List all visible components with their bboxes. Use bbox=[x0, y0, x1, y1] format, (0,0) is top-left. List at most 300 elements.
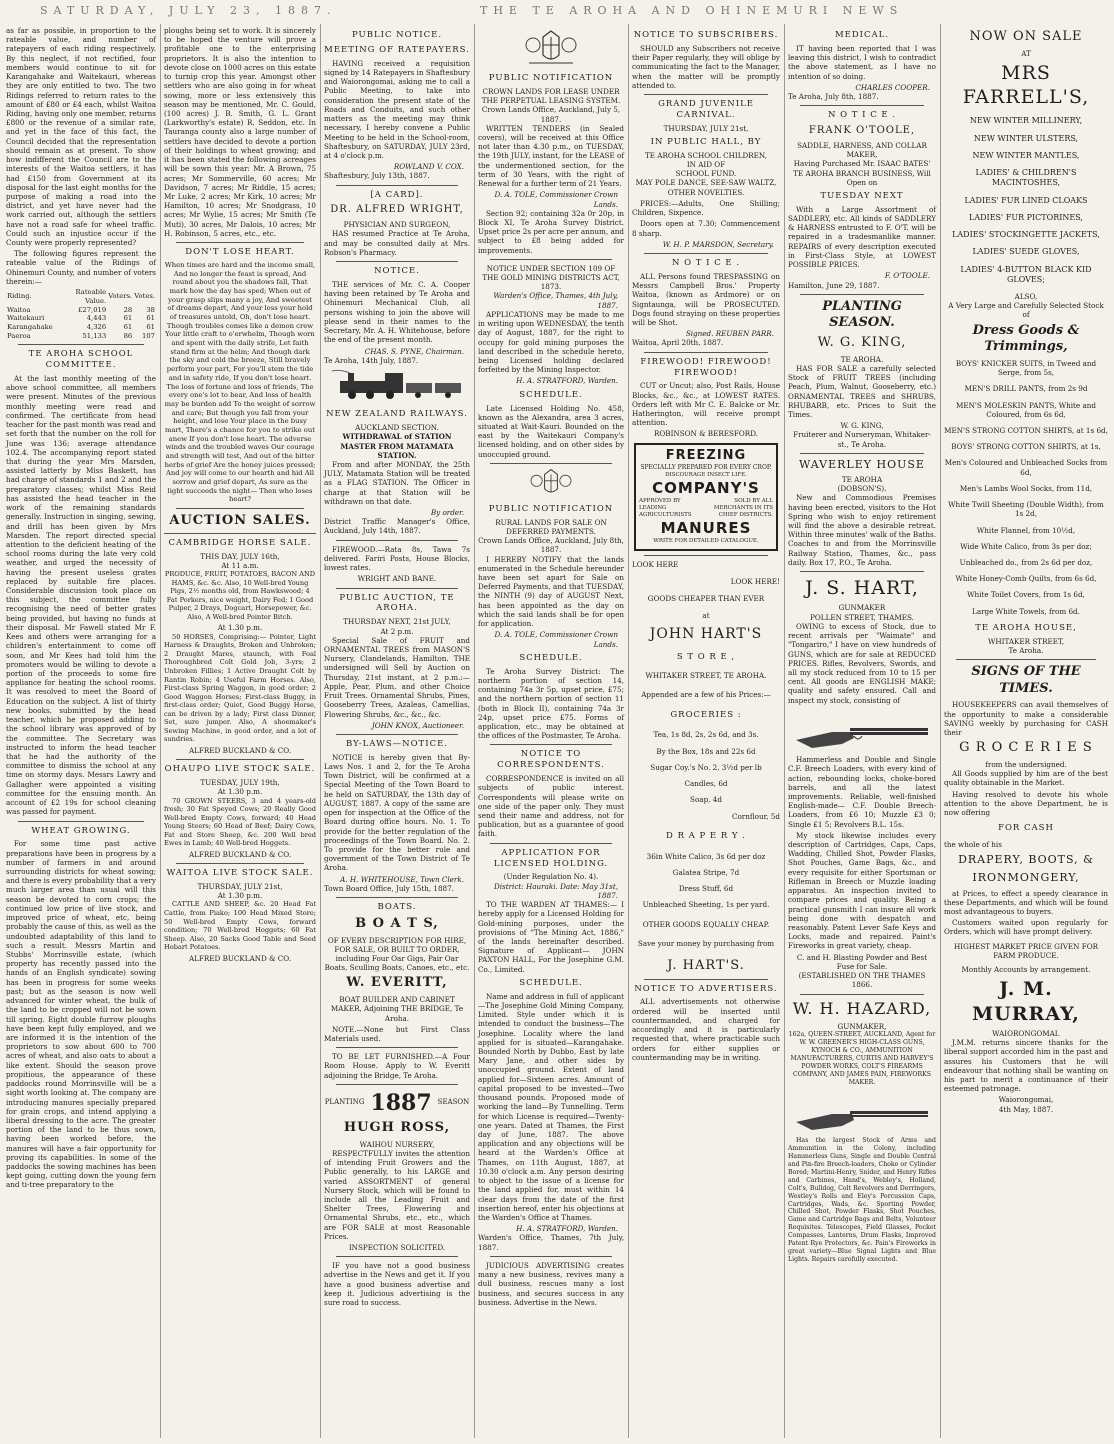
public-notification-heading: PUBLIC NOTIFICATION bbox=[488, 73, 614, 83]
school-committee-heading: TE AROHA SCHOOL COMMITTEE. bbox=[28, 349, 134, 371]
king-signature-address: Fruiterer and Nurseryman, Whitaker-st., Te Aroha. bbox=[793, 430, 931, 449]
also-label: ALSO, bbox=[1014, 292, 1038, 302]
price-item: Tea, 1s 8d, 2s, 2s 6d, and 3s. bbox=[653, 730, 759, 740]
look-here-1: LOOK HERE bbox=[632, 559, 679, 569]
house-name: TE AROHA HOUSE, bbox=[975, 622, 1077, 633]
otoole-date: Hamilton, June 29, 1887. bbox=[788, 280, 880, 290]
doctor-name: DR. ALFRED WRIGHT, bbox=[330, 204, 464, 216]
schedule-date: Warden's Office, Thames, 7th July, 1887. bbox=[478, 1233, 624, 1252]
schedule-body: Te Aroha Survey District: The northern portion of section 14, containing 74a 3r 5p, upset price, £75; and the northern portion of section 11 (both in Block II), containing 74a 3r 24p, upset price £75. Forms of application, etc., may be obtained at the offices of the Postmaster, Te Aroha. bbox=[478, 666, 624, 741]
divider bbox=[336, 897, 458, 898]
divider bbox=[336, 1047, 458, 1048]
everitt-subtitle: BOAT BUILDER AND CABINET MAKER, Adjoining THE BRIDGE, Te Aroha. bbox=[330, 995, 464, 1023]
wheat-growing-heading: WHEAT GROWING. bbox=[31, 825, 131, 836]
meeting-signature: ROWLAND V. COX. bbox=[393, 162, 464, 172]
subscribers-body: SHOULD any Subscribers not receive their Paper regularly, they will oblige by communicating the fact to the Manager, when the matter will be promptly attended to. bbox=[632, 43, 780, 90]
clothing-item: Unbleached do., from 2s 6d per doz, bbox=[959, 558, 1093, 568]
clearance-prices: at Prices, to effect a speedy clearance in these Departments, and which will be found most advantageous to buyers. bbox=[944, 888, 1108, 916]
drapery-heading: D R A P E R Y . bbox=[666, 830, 746, 841]
cheaper-heading: GOODS CHEAPER THAN EVER bbox=[647, 593, 765, 603]
at-label: AT bbox=[1021, 48, 1031, 58]
rural-lands-signature: D. A. TOLE, Commissioner Crown Lands. bbox=[494, 630, 618, 649]
carnival-doors: Doors open at 7.30; Commencement 8 sharp. bbox=[632, 219, 780, 238]
manures-advert bbox=[634, 443, 778, 551]
medical-heading: MEDICAL. bbox=[834, 30, 890, 40]
otoole-signature: F. O'TOOLE. bbox=[884, 271, 930, 281]
otoole-opening-day: TUESDAY NEXT bbox=[820, 190, 904, 201]
column-rule bbox=[784, 24, 785, 1438]
whole-of-his: the whole of his bbox=[944, 840, 1002, 850]
poem: When times are hard and the income small, And no longer the feast is spread, And round about you the shadows fall, That mark how the day has sped; When out of your grasp slips many a joy, And sweetest of dreams depart, And your loss your hold of treasures untold, Oh, don't lose heart. Though troubles comes like a demon crew Your little craft to o'erwhelm, Though worn and spent with the daily strife, Let faith stand firm at the helm; And though dark the sky and cold the breeze, Still bravely perform your part, For you'll stem the tide and in safety ride, If you don't lose heart. The loss of fortune and loss of friends, The every one's lot to bear, And loss of health may be burden add To the weight of sorrow and care; But though you fall from your height, and lose Your place in the busy mart, There's a chance for you to strike out anew If you don't lose heart. The adverse winds and the troubled waves Our courage and strength will test, And out of the bitter herbs of grief Are the honey juices pressed; And joy will come to our hearth and hid All sorrow and grief depart, As sure as the light succeeds the night— Then who loses heart? bbox=[164, 260, 316, 504]
clothing-item: White Twill Sheeting (Double Width), from 1s 2d, bbox=[948, 500, 1104, 519]
divider bbox=[336, 734, 458, 735]
rural-lands-body: I HEREBY NOTIFY that the lands enumerated in the Schedule hereunder have been set apart for Sale on Deferred Payments, and that TUESDAY, the NINTH (9) day of AUGUST Next, has been appointed as the day on which the said lands shall be for open for application. bbox=[478, 554, 624, 629]
firewood-signature: ROBINSON & BERESFORD. bbox=[654, 429, 758, 439]
public-auction-signature: JOHN KNOX, Auctioneer. bbox=[371, 720, 464, 730]
house-town: Te Aroha. bbox=[1008, 645, 1044, 655]
divider bbox=[336, 185, 458, 186]
divider bbox=[176, 508, 304, 509]
at-label: at bbox=[702, 611, 710, 621]
licensed-holding-district: District: Hauraki. Date: May 31st, 1887. bbox=[493, 881, 618, 900]
judicious-advertising: JUDICIOUS ADVERTISING creates many a new business, revives many a dull business, rescues many a lost business, and secures success in any business. Advertise in the News. bbox=[478, 1260, 624, 1307]
trespass-notice-signature: Signed. REUBEN PARR. bbox=[685, 329, 774, 339]
railways-title: WITHDRAWAL of STATION MASTER FROM MATAMATA STATION. bbox=[340, 432, 454, 460]
resolved-text: Having resolved to devote his whole attention to the above Department, he is now offering bbox=[944, 789, 1108, 818]
to-let-ad: TO BE LET FURNISHED.—A Four Room House. Apply to W. Everitt adjoining the Bridge, Te Aroha. bbox=[324, 1052, 470, 1080]
notice-heading: NOTICE. bbox=[374, 266, 420, 277]
licensed-holding-body: TO THE WARDEN AT THAMES:— I hereby apply for a Licensed Holding for Gold-mining purposes, under the provisions of "The Mining Act, 1886," of the lands hereinafter described. Signature of Applicant— JOHN PAXTON HALL, For the Josephine G.M. Co., Limited. bbox=[478, 900, 624, 974]
murray-date: 4th May, 1887. bbox=[998, 1104, 1054, 1114]
sale-item: NEW WINTER MANTLES, bbox=[972, 150, 1080, 160]
ohaupo-sale-date: TUESDAY, JULY 19th, bbox=[200, 778, 280, 788]
correspondents-body: CORRESPONDENCE is invited on all subjects of public interest. Correspondents will please write on one side of the paper only. They must send their name and address, not for publication, but as a guarantee of good faith. bbox=[478, 774, 624, 839]
sale-item: LADIES' 4-BUTTON BLACK KID GLOVES; bbox=[960, 264, 1092, 284]
manures-side-notes bbox=[639, 498, 773, 519]
bylaws-date: Town Board Office, July 15th, 1887. bbox=[324, 883, 454, 893]
waverley-house-name: WAVERLEY HOUSE bbox=[799, 457, 925, 471]
price-item: Unbleached Sheeting, 1s per yard. bbox=[642, 900, 770, 910]
clothing-item: MEN'S DRILL PANTS, from 2s 9d bbox=[964, 384, 1088, 394]
shotgun-icon bbox=[792, 710, 932, 750]
public-auction-body: Special Sale of FRUIT and ORNAMENTAL TREES from MASON'S Nursery, Clandelands, Hamilton. THE undersigned will Sell by Auction on Thursday, 21st instant, at 2 p.m.:— Apple, Pear, Plum, and other Choice Fruit Trees. Ornamental Shrubs, Pines, Gooseberry Trees, Azaleas, Camellias, Flowering Shrubs, &c., &c., &c. bbox=[324, 635, 470, 719]
railways-heading: NEW ZEALAND RAILWAYS. bbox=[326, 409, 468, 420]
notice-signature: CHAS. S. PYNE, Chairman. bbox=[364, 346, 464, 356]
price-item: Dress Stuff, 6d bbox=[678, 884, 734, 894]
hart-name: J. S. HART, bbox=[805, 577, 919, 600]
otoole-name: FRANK O'TOOLE, bbox=[808, 125, 916, 137]
licensed-holding-heading: APPLICATION FOR LICENSED HOLDING. bbox=[493, 847, 609, 869]
divider bbox=[644, 253, 768, 254]
groceries-heading: G R O C E R I E S bbox=[959, 740, 1093, 756]
auctioneer-signature: ALFRED BUCKLAND & CO. bbox=[188, 746, 292, 755]
meeting-heading: MEETING OF RATEPAYERS. bbox=[324, 44, 470, 55]
murray-name: J. M. MURRAY, bbox=[972, 978, 1080, 1025]
divider bbox=[336, 261, 458, 262]
waverley-body: New and Commodious Premises having been erected, visitors to the Hot Spring who wish to enjoy retirement will find the above a desirable retreat. Within three minutes' walk of the Baths. Coaches to and from the Morrinsville Railway Station, Thames, &c., pass daily. Box 17, P.O., Te Aroha. bbox=[788, 493, 936, 567]
king-body: HAS FOR SALE a carefully selected Stock of FRUIT TREES (including Peach, Plum, Walnut, Gooseberry, etc.) ORNAMENTAL TREES and SHRUBS, RHUBARB, etc. Prices to Suit the Times. bbox=[788, 363, 936, 419]
horses-list: 50 HORSES, Comprising:— Pointer, Light Harness & Draughts, Broken and Unbroken; 2 Draught Mares, staunch, with Foal Thoroughbred Colt Gold Job, 3-yrs; 2 Unbroken Fillies; 1 Active Draught Colt by Rantin Robin; 4 Useful Farm Horses. Also, First-class Spring Waggon, in good order; 2 Good Waggon Horses; First-class Buggy, in first-class order; Quiet, Good Buggy Horse, can be driven by a lady; First class Dinner, Set, sure jumper. Also, A shoemaker's Sewing Machine, in good order, and a lot of sundries. bbox=[164, 632, 316, 744]
column-rule bbox=[940, 24, 941, 1438]
doctor-title: PHYSICIAN AND SURGEON, bbox=[343, 220, 451, 230]
waverley-owner: (DOBSON'S). bbox=[837, 484, 887, 494]
carnival-date: THURSDAY, JULY 21st, bbox=[663, 123, 749, 133]
freezing-title: FREEZING bbox=[665, 447, 747, 463]
table-row bbox=[6, 314, 156, 323]
carnival-items: MAY POLE DANCE, SEE-SAW WALTZ, OTHER NOVELTIES. bbox=[635, 178, 777, 197]
hugh-ross-name: HUGH ROSS, bbox=[343, 1120, 451, 1136]
divider bbox=[490, 1256, 612, 1257]
sale-item: LADIES' & CHILDREN'S MACINTOSHES, bbox=[975, 168, 1077, 188]
sale-item: NEW WINTER ULSTERS, bbox=[973, 133, 1079, 143]
table-cell: Waitoa bbox=[7, 305, 31, 314]
boys-suits: BOYS' KNICKER SUITS, in Tweed and Serge, from 5s, bbox=[955, 358, 1097, 378]
column-5 bbox=[632, 26, 780, 1436]
firewood-heading: FIREWOOD! FIREWOOD! FIREWOOD! bbox=[640, 356, 772, 378]
licensed-holding-regulation: (Under Regulation No. 4). bbox=[503, 872, 599, 882]
divider bbox=[164, 533, 316, 534]
waitoa-sale-date: THURSDAY, JULY 21st, bbox=[197, 882, 283, 891]
royal-crest-icon bbox=[526, 468, 576, 500]
railways-signature: District Traffic Manager's Office, Auckland, July 14th, 1887. bbox=[324, 517, 470, 536]
cambridge-sale-heading: CAMBRIDGE HORSE SALE. bbox=[168, 537, 312, 548]
crest-logo bbox=[478, 29, 624, 69]
poem-heading: DON'T LOSE HEART. bbox=[185, 247, 295, 258]
column-rule bbox=[320, 24, 321, 1438]
price-item: 36in White Calico, 3s 6d per doz bbox=[646, 851, 766, 861]
divider bbox=[336, 1084, 458, 1085]
john-hart-store: JOHN HART'S bbox=[649, 626, 763, 643]
price-item: Cornflour, 5d bbox=[731, 811, 780, 821]
boats-body: OF EVERY DESCRIPTION FOR HIRE, FOR SALE, OR BUILT TO ORDER, including Four Oar Gigs, Pair Oar Boats, Sculling Boats, Canoes, etc., etc. bbox=[324, 935, 470, 973]
rural-lands-office: Crown Lands Office, Auckland, July 8th, 1887. bbox=[478, 536, 624, 555]
freezing-discourage: DISCOURAGE INSECT LIFE. bbox=[665, 471, 747, 478]
king-location: TE AROHA. bbox=[840, 354, 884, 364]
advertisers-body: ALL advertisements not otherwise ordered will be inserted until countermanded, and charged for accordingly and it is particularly requested that, where practicable such orders for either supplies or countermanding may be in writing. bbox=[632, 997, 780, 1062]
card-heading: [A CARD]. bbox=[370, 189, 424, 200]
column-rule bbox=[628, 24, 629, 1438]
table-cell: 28 bbox=[123, 305, 133, 314]
catalogue-note: WRITE FOR DETAILED CATALOGUE. bbox=[653, 538, 759, 545]
public-notification-heading: PUBLIC NOTIFICATION bbox=[488, 503, 614, 514]
divider bbox=[336, 540, 458, 541]
advertise-ad: IF you have not a good business advertise in the News and get it. If you have a good business advertise and keep it. Judicious advertising is the sure road to success. bbox=[324, 1261, 470, 1308]
medical-date: Te Aroha, July 8th, 1887. bbox=[788, 91, 879, 101]
table-cell: 61 bbox=[146, 322, 155, 331]
ridings-article: as far as possible, in proportion to the rateable value, and number of ratepayers of each riding respectively. By this neglect, if not rectified, four members would continue to sit for Karangahake and Waitekauri, whereas they are only entitled to two. The two Ridings referred to return rates to the amount of £80 or £4 each, whilst Waitoa Riding, having only one member, returns £800 or the revenue of a similar rate, and yet in the face of this fact, the Council decided that the representation should remain as at present. To show how indifferent the Council are to the interests of the Waitoa settlers, it has had £150 from Government at its disposal for the last eight months for the purpose of making a road into the district, and yet have never had the work carried out, although the settlers have not a road safe for wheel traffic. Could such an injustice occur if the County were properly represented? bbox=[6, 26, 156, 248]
schedule-signature: H. A. STRATFORD, Warden. bbox=[516, 1224, 618, 1234]
monthly-accounts: Monthly Accounts by arrangement. bbox=[961, 965, 1091, 975]
crown-lands-section: Section 92; containing 32a 0r 20p, in Block XI, Te Aroha Survey District. Upset price 2s per acre per annum, and subject to £8 being added for improvements. bbox=[478, 208, 624, 255]
hart-established: (ESTABLISHED ON THE THAMES 1866. bbox=[798, 971, 926, 990]
hart-body-3: My stock likewise includes every description of Cartridges, Caps, Caps, Wadding, Chilled Shot, Powder Flasks, Shot Pouches, Game Bags, &c., and every requisite for either Sportsman or Rifleman in Breech or Muzzle loading apparatus. An inspection invited to compare prices and quality. Being a practical gunsmith I can insure all work being done with despatch and reasonably. Patent Lever Safe Keys and Locks, made and repaired. Paint's Fireworks in great variety, cheap. bbox=[788, 830, 936, 951]
schedule-body: Late Licensed Holding No. 458, known as the Alexandra, area 3 acres, situated at Wait-Kauri. Bounded on the east by the Waitekauri Company's licensed holding, and on other sides by unoccupied ground. bbox=[478, 403, 624, 459]
trespass-notice-date: Waitoa, April 20th, 1887. bbox=[632, 338, 724, 348]
clothing-item: White Toilet Covers, from 1s 6d, bbox=[967, 590, 1085, 600]
clothing-item: Large White Towels, from 6d. bbox=[972, 606, 1080, 616]
mining-notice-body: APPLICATIONS may be made to me in writing upon WEDNESDAY, the tenth day of August, 1887, for the right to occupy for gold mining purposes the land described in the schedule hereto, being Licensed holding declared forfeited by the Mining Inspector. bbox=[478, 309, 624, 375]
clothing-item: Men's Coloured and Unbleached Socks from 6d, bbox=[944, 458, 1108, 477]
bylaws-heading: BY-LAWS—NOTICE. bbox=[346, 738, 448, 749]
column-rule bbox=[474, 24, 475, 1438]
carnival-children: TE AROHA SCHOOL CHILDREN, bbox=[644, 150, 767, 160]
hazard-name: W. H. HAZARD, bbox=[792, 998, 932, 1018]
now-on-sale-heading: NOW ON SALE bbox=[969, 29, 1083, 44]
railways-section: AUCKLAND SECTION. bbox=[355, 423, 439, 433]
divider bbox=[490, 744, 612, 745]
approved-note: APPROVED BY LEADING AGRICULTURISTS bbox=[639, 498, 692, 519]
ridings-intro: The following figures represent the rateable value of the Ridings of Ohinemuri County, and number of voters therein:— bbox=[6, 249, 156, 286]
ohaupo-sale-heading: OHAUPO LIVE STOCK SALE. bbox=[164, 764, 316, 775]
railways-by-order: By order. bbox=[430, 508, 464, 518]
schedule-body: Name and address in full of applicant—The Josephine Gold Mining Company, Limited. Style under which it is intended to conduct the business—The Josephine. Locality where the land applied for is situated—Karangahake. Bounded North by Dubbo, East by late Mary Jane, and other sides by unoccupied ground. Extent of land applied for—Sixteen acres. Amount of capital proposed to be invested—Two thousand pounds. Proposed mode of working the land—By Tunnelling. Term for which License is required—Twenty-one years. Dated at Thames, the First day of June, 1887. The above application and any objections will be heard at the Warden's Office at Thames, on 11th August, 1887, at 10.30 o'clock a.m. Any person desiring to object to the issue of a license for the land applied for, must within 14 clear days from the date of the first insertion hereof, enter his objections at the Warden's Office at Thames. bbox=[478, 991, 624, 1222]
table-header-row bbox=[6, 288, 156, 305]
mining-notice-signature: H. A. STRATFORD, Warden. bbox=[516, 376, 618, 386]
waitoa-sale-time: At 1.30 p.m. bbox=[217, 891, 263, 901]
table-header: Votes. bbox=[134, 292, 155, 301]
carnival-prices: PRICES:—Adults, One Shilling; Children, Sixpence. bbox=[632, 198, 780, 218]
signs-heading: SIGNS OF THE TIMES. bbox=[971, 664, 1081, 696]
ohaupo-sale-items: 70 GROWN STEERS, 3 and 4 years-old fresh; 30 Fat Speyed Cows; 20 Really Good Well-bred Empty Cows, forward; 40 Head Young Steers; 60 Head of Beef; Dairy Cows, Fat and Store Sheep, &c. 200 Well bred Ewes in Lamb; 40 Well-bred Hoggets. bbox=[164, 796, 316, 848]
schedule-heading: SCHEDULE. bbox=[519, 652, 583, 663]
waitoa-sale-heading: WAITOA LIVE STOCK SALE. bbox=[166, 868, 314, 879]
sale-item: LADIES' FUR PICTORINES, bbox=[969, 212, 1083, 222]
table-cell: Karangahake bbox=[7, 322, 53, 331]
customers-note: Customers waited upon regularly for Orders, which will have prompt delivery. bbox=[944, 918, 1108, 937]
crest-logo bbox=[478, 468, 624, 500]
divider bbox=[490, 843, 612, 844]
divider bbox=[18, 821, 144, 822]
auctioneer-signature: ALFRED BUCKLAND & CO. bbox=[188, 849, 292, 859]
carnival-signature: W. H. P. MARSDON, Secretary. bbox=[662, 239, 774, 249]
wheat-growing-article: For some time past active preparations have been in progress by a number of farmers in and around surrounding districts for wheat sowing; and there is every probability that a very much larger area than usual will this season be devoted to corn crops; the continued low price of live stock, and improved price of wheat, etc, being probably the cause of this, as well as the undoubted adaptability of this land to such a result. Messrs Martin and Stubbs' Morrinsville estate, (which property has recently passed into the hands of an English syndicate) sowing has been in progress for some weeks past; but as the season is now well advanced for winter wheat, the bulk of the land to be cropped will not be sown till spring. Eight double furrow ploughs have been kept fully employed, and we are informed it is the intention of the proprietors to sow about 600 to 700 acres of wheat, and also oats to about a like extent. Should the season prove propitious, the appearance of these paddocks round Morrinsville will be a sight worth looking at. The company are introducing manures specially prepared for grain crops, and intend applying a liberal dressing to the acre. The greater portion of the land to be thus sown, having been worked before, the manures will have a fair opportunity for proving its capabilities. In some of the paddocks the sowing machines has been kept going, cutting down the young fern and ti-tree preparatory to the bbox=[6, 839, 156, 1190]
notice-date: Te Aroha, 14th July, 1887. bbox=[324, 355, 419, 365]
hugh-ross-nursery: WAIHOU NURSERY, bbox=[359, 1139, 435, 1149]
column-3 bbox=[324, 26, 470, 1436]
carnival-venue: IN PUBLIC HALL, BY bbox=[650, 136, 762, 147]
dress-goods-heading: Dress Goods & Trimmings, bbox=[972, 322, 1080, 355]
public-auction-date: THURSDAY NEXT, 21st JULY, bbox=[343, 617, 451, 627]
clothing-item: White Flannel, from 10½d, bbox=[976, 525, 1076, 535]
meeting-body: HAVING received a requisition signed by 14 Ratepayers in Shaftesbury and Waiorongomai, asking me to call a Public Meeting, to take into consideration the present state of the Roads and Conduits, and such other matters as the meeting may think necessary, I hereby convene a Public Meeting to be held in the School-room, Shaftesbury, on SATURDAY, JULY 23rd, at 4 o'clock p.m. bbox=[324, 58, 470, 160]
clothing-item: White Honey-Comb Quilts, from 6s 6d, bbox=[955, 574, 1097, 584]
waverley-location: TE AROHA bbox=[841, 474, 883, 484]
table-cell: 38 bbox=[146, 305, 155, 314]
divider bbox=[644, 555, 768, 556]
rural-lands-heading: RURAL LANDS FOR SALE ON DEFERRED PAYMENTS. bbox=[495, 517, 607, 536]
murray-place: Waiorongomai, bbox=[998, 1095, 1054, 1105]
firewood-ad: FIREWOOD.—Rata 8s, Tawa 7s delivered. Fariri Posts, House Blocks, lowest rates. bbox=[324, 544, 470, 573]
running-head-left: SATURDAY, JULY 23, 1887. bbox=[40, 4, 337, 17]
divider bbox=[800, 453, 924, 454]
from-undersigned: from the undersigned. bbox=[985, 759, 1067, 769]
school-committee-article: At the last monthly meeting of the above school committee, all members were present. Minutes of the previous monthly meeting were read and confirmed. The certificate from head teacher for the past month was read and set forth that the number on the roll for June was 136; average attendance 102.4. The accompanying report stated that during the year Mrs Marsden, assisted latterly by Miss Baskett, has had charge of standards 1 and 2 and the preparatory classes; whilst Miss Reid has assisted the head teacher in the work of the remaining standards generally. Instruction in singing, sewing, and drill has been given by Mrs Marsden. The report directed special attention to the deficient heating of the school rooms during the late very cold weather, and urged the necessity of having the present useless grates replaced by suitable fire places. Considerable discussion took place on this subject, the committee fully recognising the need of better grates being provided, but having no funds at their disposal. Mr Fawell stated Mr F. Kees and others were arranging for a children's entertainment to come off soon, and Mr Kees had told him the promoters would be willing to devote a portion of the proceeds to some fire appliance for heating the school rooms. It was resolved to meet the Board of Education on the subject. A list of thirty new books, submitted by the head teacher, which he proposed adding to the school library was approved of by the committee. The Secretary was instructed to inform the head teacher that he had the authority of the committee to dismiss the school at any time on stormy days. Messrs Lawry and Gallagher were appointed a visiting committee for the ensuing month. An account of £2 19s for school cleaning was passed for payment. bbox=[6, 374, 156, 817]
table-row bbox=[6, 332, 156, 341]
medical-signature: CHARLES COOPER. bbox=[855, 82, 930, 92]
crown-lands-signature: D. A. TOLE, Commissioner Crown Lands. bbox=[494, 190, 618, 209]
public-auction-time: At 2 p.m. bbox=[380, 626, 414, 636]
look-here-2: LOOK HERE! bbox=[730, 576, 780, 586]
advertisers-heading: NOTICE TO ADVERTISERS. bbox=[634, 983, 778, 994]
carnival-heading: GRAND JUVENILE CARNIVAL. bbox=[658, 98, 754, 120]
carnival-fund: SCHOOL FUND. bbox=[675, 169, 737, 179]
bylaws-signature: A. H. WHITEHOUSE, Town Clerk. bbox=[340, 874, 464, 884]
hazard-body: Has the largest Stock of Arms and Ammunition in the Colony, including Hammerless Guns, Single and Double Central and Pin-fire Breech-loaders, Choke or Cylinder Bored; Martini-Henry, Snider, and Henry Rifles and Carbines, Hand's, Webley's, Holland, Colt's, Bulldog, Colt Revolvers and Derringers, Westley's Rolls and Eley's Percussion Caps, Cartridges, Wads, &c. Sporting Powder, Chilled Shot, Powder Flasks, Shot Pouches, Game and Cartridge Bags and Belts, Volunteer Requisites. Telescopes, Field Glasses, Pocket Compasses, Lanterns, Drum Flasks, Improved Patent Rye Protectors, &c. Pain's Fireworks in great variety—Blue Signal Lights and Blue Lights. Repairs carefully executed. bbox=[788, 1137, 936, 1264]
inspection-solicited: INSPECTION SOLICITED. bbox=[348, 1243, 446, 1253]
planting-season-heading: PLANTING SEASON. bbox=[822, 298, 902, 331]
planting-banner bbox=[324, 1089, 470, 1117]
firewood-body: CUT or Uncut; also, Post Rails, House Blocks, &c., &c., at LOWEST RATES. Orders left with Mr C. E. Balcke or Mr. Hatherington, will receive prompt attention. bbox=[632, 381, 780, 428]
goods-supplied: All Goods supplied by him are of the best quality obtainable in the Market. bbox=[944, 769, 1108, 788]
for-cash: FOR CASH bbox=[998, 823, 1054, 834]
hazard-trade: GUNMAKER, bbox=[837, 1022, 887, 1031]
divider bbox=[176, 759, 304, 760]
clothing-item: MEN'S MOLESKIN PANTS, White and Coloured, from 6s 6d, bbox=[955, 400, 1096, 419]
subscribers-heading: NOTICE TO SUBSCRIBERS. bbox=[633, 30, 779, 40]
royal-crest-icon bbox=[521, 29, 581, 69]
ironmongery-heading: IRONMONGERY, bbox=[972, 871, 1080, 885]
column-6 bbox=[788, 26, 936, 1436]
divider bbox=[336, 588, 458, 589]
ridings-table bbox=[6, 288, 156, 340]
public-auction-heading: PUBLIC AUCTION, TE AROHA. bbox=[339, 592, 455, 614]
table-row bbox=[6, 323, 156, 332]
groceries-heading: GROCERIES : bbox=[670, 709, 742, 720]
store-address: WHITAKER STREET, TE AROHA. bbox=[645, 671, 767, 681]
table-cell: Waitekauri bbox=[7, 314, 45, 323]
divider bbox=[956, 659, 1096, 660]
selected-stock: A Very Large and Carefully Selected Stock of bbox=[948, 301, 1104, 320]
prices-intro: Appended are a few of his Prices:— bbox=[641, 690, 771, 700]
manures-label: MANURES bbox=[660, 519, 752, 538]
table-cell: £27,019 bbox=[78, 305, 107, 314]
hazard-address: 162a, QUEEN-STREET, AUCKLAND, Agent for W. W. GREENER'S HIGH-CLASS GUNS, KYNOCH & CO., AMMUNITION MANUFACTURERS, CURTIS AND HARVEY'S POWDER WORKS, COLT'S FIREARMS COMPANY, AND JAMES PAIN, FIREWORKS MAKER. bbox=[788, 1031, 936, 1086]
table-cell: 4,443 bbox=[86, 314, 107, 323]
company-label: COMPANY'S bbox=[652, 479, 760, 498]
price-item: By the Box, 18s and 22s 6d bbox=[656, 746, 756, 756]
cambridge-sale-items: PRODUCE, FRUIT, POTATOES, BACON AND HAMS, &c. &c. Also, 10 Well-bred Young Pigs, 2½ months old, from Hawkswood; 4 Fat Porkers, nice weight, Dairy Fed; 1 Good Pulper, 2 Drays, Dogcart, Horsepower, &c. Also, A Well-bred Pointer Bitch. bbox=[164, 570, 316, 621]
farrell-name: MRS FARRELL'S, bbox=[962, 61, 1090, 109]
planting-label: PLANTING bbox=[324, 1098, 365, 1107]
meeting-date: Shaftesbury, July 13th, 1887. bbox=[324, 171, 430, 181]
trespass-notice-body: ALL Persons found TRESPASSING on Messrs Campbell Bros.' Property Waitoa, (known as Ardmore) or on Signtaunga, will be PROSECUTED. Dogs found straying on these properties will be Shot. bbox=[632, 271, 780, 327]
table-cell: Paeroa bbox=[7, 331, 31, 340]
table-row bbox=[6, 306, 156, 315]
bylaws-body: NOTICE is hereby given that By-Laws Nos. 1 and 2, for the Te Aroha Town District, will be confirmed at a Special Meeting of the Town Board to be held on SATURDAY, the 13th day of AUGUST, 1887. A copy of the same are open for inspection at the Office of the Board during office hours. No. 1. To provide for the better regulation of the proceedings of the Town Board. No. 2. To provide for the better rule and government of the Town District of Te Aroha. bbox=[324, 752, 470, 873]
column-7 bbox=[944, 26, 1108, 1436]
railways-body: From and after MONDAY, the 25th JULY, Matamata Station will be treated as a FLAG STATION. The Officer in charge at that Station will be withdrawn on that date. bbox=[324, 459, 470, 506]
hart-body: OWING to excess of Stock, due to recent arrivals per "Waimate" and "Tongariro," I have on view hundreds of GUNS, which are for sale at REDUCED PRICES. Rifles, Revolvers, Swords, and all my stock reduced from 10 to 15 per cent. All goods are ENGLISH MAKE; quality and safety ensured. Call and inspect my stock, consisting of bbox=[788, 621, 936, 705]
murray-location: WAIORONGOMAI. bbox=[992, 1028, 1060, 1038]
drapery-heading: DRAPERY, BOOTS, & bbox=[958, 853, 1094, 867]
divider bbox=[490, 463, 612, 464]
table-cell: 51,133 bbox=[82, 331, 107, 340]
ohaupo-sale-time: At 1.30 p.m. bbox=[217, 787, 263, 797]
column-1 bbox=[6, 26, 156, 1436]
column-2 bbox=[164, 26, 316, 1436]
divider bbox=[176, 863, 304, 864]
hugh-ross-body: RESPECTFULLY invites the attention of intending Fruit Growers and the Public generally, to his LARGE and varied ASSORTMENT of general Nursery Stock, which will be found to include all the Leading Fruit and Shelter Trees, Flowering and Ornamental Shrubs, etc., etc., which are FOR SALE at most Reasonable Prices. bbox=[324, 1148, 470, 1241]
j-harts: J. HART'S. bbox=[667, 957, 745, 973]
carnival-aid: IN AID OF bbox=[686, 160, 726, 170]
sale-item: LADIES' SUEDE GLOVES, bbox=[972, 247, 1080, 257]
otoole-body: Having Purchased Mr. ISAAC BATES' TE AROHA BRANCH BUSINESS, Will Open on bbox=[793, 159, 931, 187]
running-head-center: THE TE AROHA AND OHINEMURI NEWS bbox=[480, 4, 904, 17]
mining-notice-office: Warden's Office, Thames, 4th July, 1887. bbox=[493, 291, 618, 310]
clothing-item: MEN'S STRONG COTTON SHIRTS, at 1s 6d, bbox=[944, 426, 1108, 436]
locomotive-icon bbox=[330, 369, 470, 399]
divider bbox=[336, 1256, 458, 1257]
cambridge-sale-time-2: At 1.30 p.m. bbox=[217, 623, 263, 633]
clothing-item: Wide White Calico, from 3s per doz; bbox=[960, 541, 1092, 551]
wheat-continued: ploughs being set to work. It is sincerely to be hoped the venture will prove a profitable one to the enterprising proprietors. It is also the intention to devote close on 1000 acres on this estate to turnip crop this year. Amongst other settlers who are also going in for wheat sowing, more or less extensively this season may be mentioned, Mr. C. Gould, (100 acres) J. B. Smith, G. L. Grant (Larkworthy's estate) R. Seddon, etc. In Tauranga county also a large number of settlers have decided to devote a portion of their holdings to wheat growing; and it has been stated the following acreages will be sown this year: Mr. A Brown, 75 acres; Mr Sommerville, 60 acres; Mr Davidson, 7 acres; Mr Riddle, 15 acres; Mr Luke, 2 acres; Mr Kirk, 10 acres; Mr Hamilton, 10 acres; Mr Snodgrass, 10 acres; Mr Wylie, 15 acres; Mr Smith (Te Muti), 30 acres, Mr Dalois, 10 acres; Mr H. Robinson, 5 acres, etc., etc. bbox=[164, 26, 316, 238]
sold-note: SOLD BY ALL MERCHANTS IN ITS CHIEF DISTRICTS. bbox=[713, 498, 773, 519]
auction-sales-heading: AUCTION SALES. bbox=[169, 513, 311, 529]
hart-body-2: Hammerless and Double and Single C.F. Breech Loaders, with every kind of action, rebounding locks, choke-bored barrels, and all the latest improvements. Reliable, well-finished English-made— C.F. Double Breech-Loaders, from £6 10; Muzzle £3 0; Single £1 5; Revolvers B.L. 15s. bbox=[788, 755, 936, 829]
divider bbox=[490, 259, 612, 260]
cambridge-sale-time: At 11 a.m. bbox=[221, 560, 259, 570]
price-item: Soap, 4d bbox=[690, 795, 722, 805]
murray-body: J.M.M. returns sincere thanks for the liberal support accorded him in the past and assures his Customers that he will endeavour that nothing shall be wanting on his part to merit a continuance of their esteemed patronage. bbox=[944, 1038, 1108, 1094]
sale-item: NEW WINTER MILLINERY, bbox=[969, 116, 1083, 126]
public-notice-heading: PUBLIC NOTICE. bbox=[351, 30, 443, 40]
waitoa-sale-items: CATTLE AND SHEEP, &c. 20 Head Fat Cattle, from Piako; 100 Head Mixed Store; 50 Well-bred Empty Cows, forward condition; 70 Well-bred Hoggets; 60 Fat Sheep. Also, 20 Sacks Good Table and Seed Hobart Potatoes. bbox=[164, 900, 316, 952]
boats-title: B O A T S, bbox=[355, 915, 439, 931]
crown-lands-body: WRITTEN TENDERS (in Sealed covers), will be received at this Office not later than 4.30 p.m., on TUESDAY, the 19th JULY, instant, for the LEASE of the undermentioned section, for the term of 30 Years, with the right of Renewal for a further term of 21 Years. bbox=[478, 123, 624, 189]
medical-body: IT having been reported that I was leaving this district, I wish to contradict the above statement, as I have no intention of so doing. bbox=[788, 43, 936, 81]
column-4 bbox=[478, 26, 624, 1436]
boats-heading: BOATS. bbox=[377, 902, 417, 913]
freezing-subtitle: SPECIALLY PREPARED FOR EVERY CROP. bbox=[640, 464, 772, 472]
correspondents-heading: NOTICE TO CORRESPONDENTS. bbox=[497, 749, 605, 771]
table-header: Voters. bbox=[108, 292, 133, 301]
table-cell: 61 bbox=[123, 314, 133, 323]
price-item: Sugar Coy.'s No. 2, 3½d per lb bbox=[650, 762, 762, 772]
divider bbox=[644, 979, 768, 980]
column-rule bbox=[160, 24, 161, 1438]
schedule-heading: SCHEDULE. bbox=[519, 389, 583, 400]
hart-blasting: C. and H. Blasting Powder and Best Fuse for Sale. bbox=[796, 952, 928, 971]
divider bbox=[800, 294, 924, 295]
crown-lands-heading: CROWN LANDS FOR LEASE UNDER THE PERPETUAL LEASING SYSTEM. bbox=[481, 86, 621, 106]
table-header: Riding. bbox=[7, 292, 32, 301]
table-cell: 61 bbox=[146, 314, 155, 323]
divider bbox=[800, 571, 924, 572]
signs-body: HOUSEKEEPERS can avail themselves of the opportunity to make a considerable SAVING weekly by purchasing for CASH their bbox=[944, 700, 1108, 738]
clothing-item: Men's Lambs Wool Socks, from 11d, bbox=[959, 483, 1093, 493]
sale-item: LADIES' STOCKINGETTE JACKETS, bbox=[952, 230, 1100, 240]
season-label: SEASON bbox=[437, 1098, 470, 1107]
otoole-trade: SADDLE, HARNESS, AND COLLAR MAKER, bbox=[797, 140, 927, 160]
save-money: Save your money by purchasing from bbox=[637, 938, 775, 948]
hart-trade: GUNMAKER bbox=[838, 603, 886, 613]
doctor-body: HAS resumed Practice at Te Aroha, and may be consulted daily at Mrs. Robson's Pharmacy. bbox=[324, 229, 470, 257]
table-cell: 107 bbox=[142, 331, 155, 340]
crown-lands-office: Crown Lands Office, Auckland, July 5, 1887. bbox=[481, 105, 621, 124]
other-goods: OTHER GOODS EQUALLY CHEAP. bbox=[642, 919, 770, 929]
notice-heading: N O T I C E . bbox=[827, 110, 897, 121]
divider bbox=[644, 352, 768, 353]
divider bbox=[800, 105, 924, 106]
hart-address: POLLEN STREET, THAMES. bbox=[810, 612, 914, 622]
mining-notice-heading: NOTICE UNDER SECTION 109 OF THE GOLD MINING DISTRICTS ACT, 1873. bbox=[482, 263, 620, 292]
mechanical-club-notice: THE services of Mr. C. A. Cooper having been retained by Te Aroha and Ohinemuri Mechanical Club, all persons wishing to join the above will please send in their names to the Secretary, Mr. A. H. Whitehouse, before the end of the present month. bbox=[324, 280, 470, 345]
schedule-heading: SCHEDULE. bbox=[519, 977, 583, 988]
table-cell: 61 bbox=[123, 322, 133, 331]
divider bbox=[176, 242, 304, 243]
highest-price: HIGHEST MARKET PRICE GIVEN FOR FARM PRODUCE. bbox=[953, 941, 1099, 960]
king-signature: W. G. KING, bbox=[840, 421, 884, 431]
